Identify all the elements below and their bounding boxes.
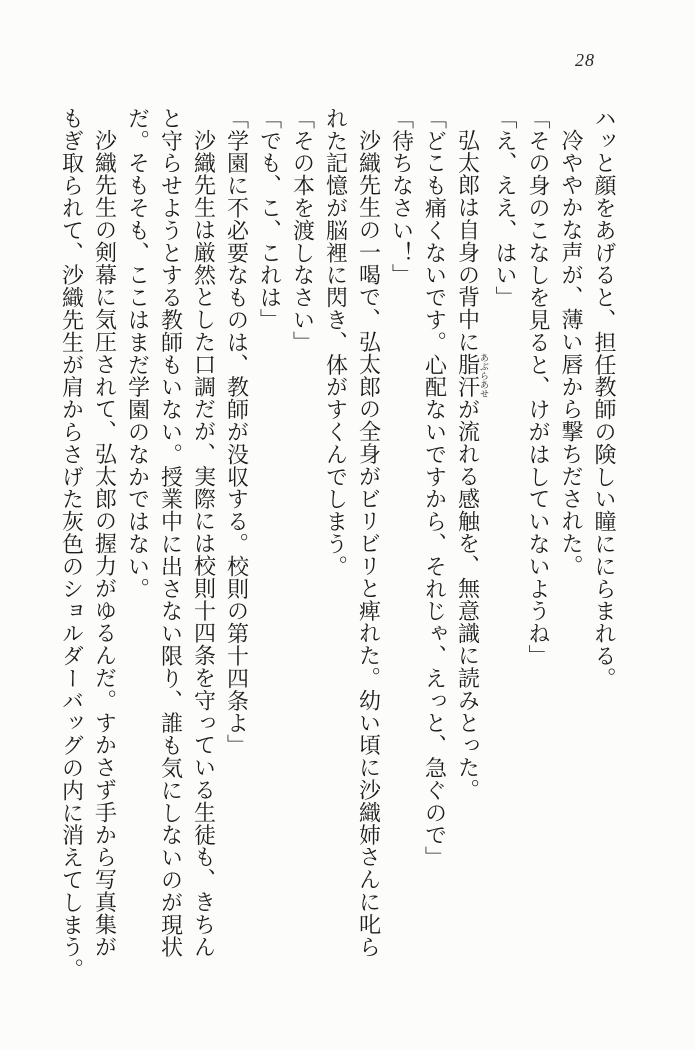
text-line-3: 「その身のこなしを見ると、けがはしていないようね」 (526, 107, 551, 667)
text-line-8: 沙織先生の一喝で、弘太郎の全身がビリビリと痺れた。幼い頃に沙織姉さんに叱ら (356, 129, 382, 958)
text-line-10: 「その本を渡しなさい」 (290, 107, 316, 354)
text-block (56, 107, 622, 981)
text-line-2: 冷ややかな声が、薄い唇から撃ちだされた。 (559, 129, 584, 577)
text-line-9: れた記憶が脳裡に閃き、体がすくんでしまう。 (323, 107, 349, 578)
text-line-11: 「でも、こ、これは」 (257, 107, 283, 331)
text-line-16: 沙織先生の剣幕に気圧されて、弘太郎の握力がゆるんだ。すかさず手から写真集が (92, 129, 118, 958)
text-line-4: 「え、ええ、はい」 (493, 107, 518, 309)
ruby-base: 脂汗あぶらあせ (455, 352, 489, 398)
text-line-6: 「どこも痛くないです。心配ないですから、それじゃ、えっと、急ぐので」 (422, 107, 448, 869)
text-line-13: 沙織先生は厳然とした口調だが、実際には校則十四条を守っている生徒も、きちん (191, 129, 217, 958)
text-line-14: と守らせようとする教師もいない。授業中に出さない限り、誰も気にしないのが現状 (158, 107, 184, 959)
text-line-1: ハッと顔をあげると、担任教師の険しい瞳ににらまれる。 (592, 107, 617, 690)
text-line-17: もぎ取られて、沙織先生が肩からさげた灰色のショルダーバッグの内に消えてしまう。 (59, 107, 85, 981)
furigana: あぶらあせ (479, 352, 489, 398)
text-line-5: 弘太郎は自身の背中に脂汗あぶらあせが流れる感触を、無意識に読みとった。 (455, 129, 489, 802)
text-line-15: だ。そもそも、ここはまだ学園のなかではない。 (125, 107, 151, 600)
text-line-12: 「学園に不必要なものは、教師が没収する。校則の第十四条よ」 (224, 107, 250, 757)
text-line-7: 「待ちなさい！」 (389, 107, 415, 287)
page-number: 28 (575, 50, 595, 70)
